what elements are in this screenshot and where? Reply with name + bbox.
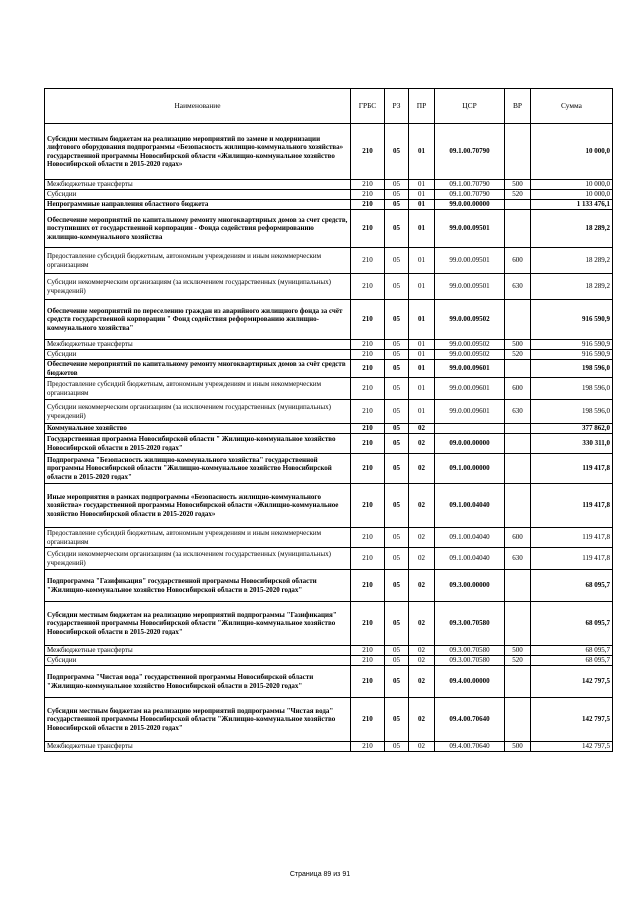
cell-name: Субсидии некоммерческим организациям (за исключением государственных (муниципальных) учреждений) (45, 548, 351, 570)
cell-pr: 02 (409, 434, 435, 454)
cell-name: Предоставление субсидий бюджетным, автономным учреждениям и иным некоммерческим организациям (45, 248, 351, 274)
cell-grbs: 210 (351, 378, 385, 400)
cell-grbs: 210 (351, 210, 385, 248)
cell-rz: 05 (385, 340, 409, 350)
cell-sum: 10 000,0 (531, 180, 613, 190)
cell-csr: 99.0.00.09601 (435, 378, 505, 400)
header-grbs: ГРБС (351, 89, 385, 124)
cell-vr (505, 300, 531, 340)
cell-name: Подпрограмма "Безопасность жилищно-коммунального хозяйства" государственной программы Новосибирской области "Жилищно-коммунальное хозяйство Новосибирской области в 2015-2020 годах" (45, 454, 351, 484)
cell-grbs: 210 (351, 570, 385, 602)
table-row (45, 434, 613, 454)
table-row (45, 350, 613, 360)
cell-grbs: 210 (351, 124, 385, 180)
cell-pr: 01 (409, 340, 435, 350)
header-vr: ВР (505, 89, 531, 124)
cell-pr: 01 (409, 200, 435, 210)
cell-pr: 01 (409, 190, 435, 200)
cell-csr: 99.0.00.09501 (435, 210, 505, 248)
cell-grbs: 210 (351, 548, 385, 570)
cell-rz: 05 (385, 484, 409, 528)
cell-grbs: 210 (351, 190, 385, 200)
cell-sum: 916 590,9 (531, 300, 613, 340)
table-row (45, 484, 613, 528)
cell-vr (505, 360, 531, 378)
cell-csr: 09.3.00.00000 (435, 570, 505, 602)
cell-vr: 520 (505, 190, 531, 200)
cell-rz: 05 (385, 210, 409, 248)
cell-csr: 99.0.00.09502 (435, 340, 505, 350)
header-sum: Сумма (531, 89, 613, 124)
table-row (45, 124, 613, 180)
cell-rz: 05 (385, 424, 409, 434)
table-row (45, 666, 613, 698)
table-row (45, 602, 613, 646)
cell-csr: 99.0.00.09601 (435, 360, 505, 378)
cell-pr: 01 (409, 378, 435, 400)
cell-grbs: 210 (351, 656, 385, 666)
cell-vr: 600 (505, 528, 531, 548)
cell-csr: 09.1.00.70790 (435, 190, 505, 200)
table-row (45, 300, 613, 340)
cell-grbs: 210 (351, 484, 385, 528)
cell-rz: 05 (385, 742, 409, 752)
cell-sum: 10 000,0 (531, 124, 613, 180)
cell-sum: 142 797,5 (531, 742, 613, 752)
cell-name: Субсидии местным бюджетам на реализацию мероприятий по замене и модернизации лифтового оборудования подпрограммы «Безопасность жилищно-коммунального хозяйства» государственной программы Новосибирской области «Жилищно-коммунальное хозяйство Новосибирской области в 2015-2020 годах» (45, 124, 351, 180)
cell-name: Субсидии (45, 350, 351, 360)
cell-name: Коммунальное хозяйство (45, 424, 351, 434)
cell-name: Субсидии некоммерческим организациям (за исключением государственных (муниципальных) учреждений) (45, 400, 351, 424)
cell-vr: 600 (505, 378, 531, 400)
cell-vr (505, 124, 531, 180)
cell-grbs: 210 (351, 434, 385, 454)
cell-sum: 142 797,5 (531, 666, 613, 698)
cell-rz: 05 (385, 350, 409, 360)
cell-vr (505, 570, 531, 602)
cell-sum: 198 596,0 (531, 378, 613, 400)
cell-grbs: 210 (351, 742, 385, 752)
cell-sum: 119 417,8 (531, 548, 613, 570)
table-row (45, 742, 613, 752)
cell-rz: 05 (385, 602, 409, 646)
cell-pr: 02 (409, 484, 435, 528)
table-row (45, 274, 613, 300)
cell-pr: 01 (409, 360, 435, 378)
cell-rz: 05 (385, 400, 409, 424)
cell-grbs: 210 (351, 274, 385, 300)
cell-pr: 02 (409, 528, 435, 548)
table-row (45, 454, 613, 484)
table-row (45, 200, 613, 210)
cell-csr: 09.0.00.00000 (435, 434, 505, 454)
cell-sum: 18 289,2 (531, 274, 613, 300)
cell-pr: 02 (409, 666, 435, 698)
cell-vr (505, 424, 531, 434)
cell-pr: 02 (409, 454, 435, 484)
cell-csr: 09.1.00.04040 (435, 528, 505, 548)
cell-grbs: 210 (351, 698, 385, 742)
cell-pr: 01 (409, 274, 435, 300)
cell-name: Подпрограмма "Газификация" государственной программы Новосибирской области "Жилищно-коммунальное хозяйство Новосибирской области в 2015-2020 годах" (45, 570, 351, 602)
cell-grbs: 210 (351, 360, 385, 378)
cell-name: Обеспечение мероприятий по переселению граждан из аварийного жилищного фонда за счёт средств государственной корпорации " Фонд содействия реформированию жилищно-коммунального хозяйства" (45, 300, 351, 340)
cell-csr: 09.1.00.04040 (435, 484, 505, 528)
cell-vr: 500 (505, 646, 531, 656)
cell-grbs: 210 (351, 300, 385, 340)
cell-pr: 01 (409, 300, 435, 340)
cell-sum: 119 417,8 (531, 454, 613, 484)
cell-grbs: 210 (351, 200, 385, 210)
cell-csr (435, 424, 505, 434)
cell-rz: 05 (385, 300, 409, 340)
cell-pr: 02 (409, 548, 435, 570)
cell-vr (505, 200, 531, 210)
cell-vr: 630 (505, 400, 531, 424)
cell-csr: 09.4.00.00000 (435, 666, 505, 698)
cell-grbs: 210 (351, 400, 385, 424)
table-row (45, 570, 613, 602)
cell-vr (505, 666, 531, 698)
cell-rz: 05 (385, 548, 409, 570)
cell-csr: 99.0.00.09502 (435, 350, 505, 360)
cell-name: Межбюджетные трансферты (45, 180, 351, 190)
cell-sum: 198 596,0 (531, 360, 613, 378)
cell-rz: 05 (385, 360, 409, 378)
budget-table (44, 88, 613, 752)
table-row (45, 424, 613, 434)
cell-vr (505, 602, 531, 646)
table-row (45, 180, 613, 190)
cell-vr (505, 434, 531, 454)
cell-csr: 09.4.00.70640 (435, 742, 505, 752)
table-row (45, 548, 613, 570)
cell-csr: 09.1.00.70790 (435, 124, 505, 180)
cell-vr (505, 454, 531, 484)
cell-csr: 09.1.00.70790 (435, 180, 505, 190)
cell-pr: 02 (409, 656, 435, 666)
cell-name: Субсидии некоммерческим организациям (за исключением государственных (муниципальных) учреждений) (45, 274, 351, 300)
table-row (45, 340, 613, 350)
table-row (45, 646, 613, 656)
cell-pr: 02 (409, 646, 435, 656)
cell-grbs: 210 (351, 340, 385, 350)
cell-csr: 99.0.00.09601 (435, 400, 505, 424)
cell-grbs: 210 (351, 424, 385, 434)
table-row (45, 528, 613, 548)
cell-name: Субсидии (45, 656, 351, 666)
cell-rz: 05 (385, 528, 409, 548)
cell-name: Государственная программа Новосибирской области " Жилищно-коммунальное хозяйство Новосибирской области в 2015-2020 годах" (45, 434, 351, 454)
cell-name: Межбюджетные трансферты (45, 340, 351, 350)
cell-pr: 01 (409, 180, 435, 190)
cell-name: Субсидии местным бюджетам на реализацию мероприятий подпрограммы "Газификация" государственной программы Новосибирской области "Жилищно-коммунальное хозяйство Новосибирской области в 2015-2020 годах" (45, 602, 351, 646)
cell-vr: 520 (505, 656, 531, 666)
cell-pr: 01 (409, 350, 435, 360)
cell-sum: 142 797,5 (531, 698, 613, 742)
cell-vr: 600 (505, 248, 531, 274)
cell-rz: 05 (385, 190, 409, 200)
table-row (45, 378, 613, 400)
header-rz: РЗ (385, 89, 409, 124)
cell-rz: 05 (385, 434, 409, 454)
cell-grbs: 210 (351, 666, 385, 698)
cell-pr: 01 (409, 248, 435, 274)
cell-rz: 05 (385, 666, 409, 698)
cell-name: Межбюджетные трансферты (45, 646, 351, 656)
cell-grbs: 210 (351, 350, 385, 360)
cell-csr: 99.0.00.09501 (435, 248, 505, 274)
page-number: Страница 89 из 91 (289, 871, 351, 878)
cell-sum: 68 095,7 (531, 646, 613, 656)
table-row (45, 656, 613, 666)
cell-sum: 377 862,0 (531, 424, 613, 434)
cell-vr: 630 (505, 274, 531, 300)
table-row (45, 210, 613, 248)
cell-rz: 05 (385, 570, 409, 602)
cell-pr: 01 (409, 124, 435, 180)
cell-vr (505, 698, 531, 742)
cell-sum: 1 133 476,1 (531, 200, 613, 210)
cell-name: Подпрограмма "Чистая вода" государственной программы Новосибирской области "Жилищно-коммунальное хозяйство Новосибирской области в 2015-2020 годах" (45, 666, 351, 698)
cell-rz: 05 (385, 378, 409, 400)
cell-sum: 18 289,2 (531, 210, 613, 248)
cell-csr: 99.0.00.09501 (435, 274, 505, 300)
cell-vr: 500 (505, 742, 531, 752)
cell-csr: 09.3.00.70580 (435, 656, 505, 666)
cell-name: Непрограммные направления областного бюджета (45, 200, 351, 210)
cell-csr: 09.1.00.00000 (435, 454, 505, 484)
cell-vr (505, 210, 531, 248)
cell-csr: 99.0.00.09502 (435, 300, 505, 340)
cell-pr: 01 (409, 210, 435, 248)
cell-rz: 05 (385, 698, 409, 742)
cell-sum: 68 095,7 (531, 570, 613, 602)
cell-pr: 02 (409, 424, 435, 434)
cell-name: Обеспечение мероприятий по капитальному ремонту многоквартирных домов за счёт средств бюджетов (45, 360, 351, 378)
cell-vr: 500 (505, 180, 531, 190)
cell-grbs: 210 (351, 528, 385, 548)
cell-grbs: 210 (351, 180, 385, 190)
cell-sum: 916 590,9 (531, 350, 613, 360)
cell-pr: 02 (409, 742, 435, 752)
cell-sum: 18 289,2 (531, 248, 613, 274)
cell-rz: 05 (385, 646, 409, 656)
cell-sum: 330 311,0 (531, 434, 613, 454)
header-csr: ЦСР (435, 89, 505, 124)
cell-rz: 05 (385, 248, 409, 274)
header-pr: ПР (409, 89, 435, 124)
cell-vr: 630 (505, 548, 531, 570)
table-row (45, 190, 613, 200)
cell-rz: 05 (385, 274, 409, 300)
cell-sum: 68 095,7 (531, 656, 613, 666)
cell-rz: 05 (385, 454, 409, 484)
cell-name: Субсидии (45, 190, 351, 200)
cell-rz: 05 (385, 124, 409, 180)
cell-grbs: 210 (351, 646, 385, 656)
table-row (45, 248, 613, 274)
cell-pr: 02 (409, 602, 435, 646)
cell-sum: 198 596,0 (531, 400, 613, 424)
table-row (45, 698, 613, 742)
cell-vr: 500 (505, 340, 531, 350)
cell-pr: 02 (409, 570, 435, 602)
cell-csr: 99.0.00.00000 (435, 200, 505, 210)
cell-rz: 05 (385, 200, 409, 210)
table-row (45, 400, 613, 424)
cell-vr (505, 484, 531, 528)
header-name: Наименование (45, 89, 351, 124)
cell-sum: 10 000,0 (531, 190, 613, 200)
cell-pr: 02 (409, 698, 435, 742)
cell-sum: 68 095,7 (531, 602, 613, 646)
cell-sum: 119 417,8 (531, 528, 613, 548)
cell-name: Предоставление субсидий бюджетным, автономным учреждениям и иным некоммерческим организациям (45, 528, 351, 548)
cell-csr: 09.3.00.70580 (435, 602, 505, 646)
cell-grbs: 210 (351, 248, 385, 274)
cell-name: Субсидии местным бюджетам на реализацию мероприятий подпрограммы "Чистая вода" государственной программы Новосибирской области "Жилищно-коммунальное хозяйство Новосибирской области в 2015-2020 годах" (45, 698, 351, 742)
cell-name: Иные мероприятия в рамках подпрограммы «Безопасность жилищно-коммунального хозяйства» государственной программы Новосибирской области «Жилищно-коммунальное хозяйство Новосибирской области в 2015-2020 годах» (45, 484, 351, 528)
cell-sum: 916 590,9 (531, 340, 613, 350)
cell-rz: 05 (385, 656, 409, 666)
table-body (45, 124, 613, 752)
cell-name: Предоставление субсидий бюджетным, автономным учреждениям и иным некоммерческим организациям (45, 378, 351, 400)
cell-csr: 09.3.00.70580 (435, 646, 505, 656)
cell-csr: 09.4.00.70640 (435, 698, 505, 742)
cell-sum: 119 417,8 (531, 484, 613, 528)
cell-vr: 520 (505, 350, 531, 360)
cell-grbs: 210 (351, 602, 385, 646)
cell-rz: 05 (385, 180, 409, 190)
cell-pr: 01 (409, 400, 435, 424)
table-header-row (45, 89, 613, 124)
table-row (45, 360, 613, 378)
cell-grbs: 210 (351, 454, 385, 484)
cell-name: Обеспечение мероприятий по капитальному ремонту многоквартирных домов за счет средств, поступивших от государственной корпорации - Фонда содействия реформированию жилищно-коммунального хозяйства (45, 210, 351, 248)
cell-name: Межбюджетные трансферты (45, 742, 351, 752)
cell-csr: 09.1.00.04040 (435, 548, 505, 570)
